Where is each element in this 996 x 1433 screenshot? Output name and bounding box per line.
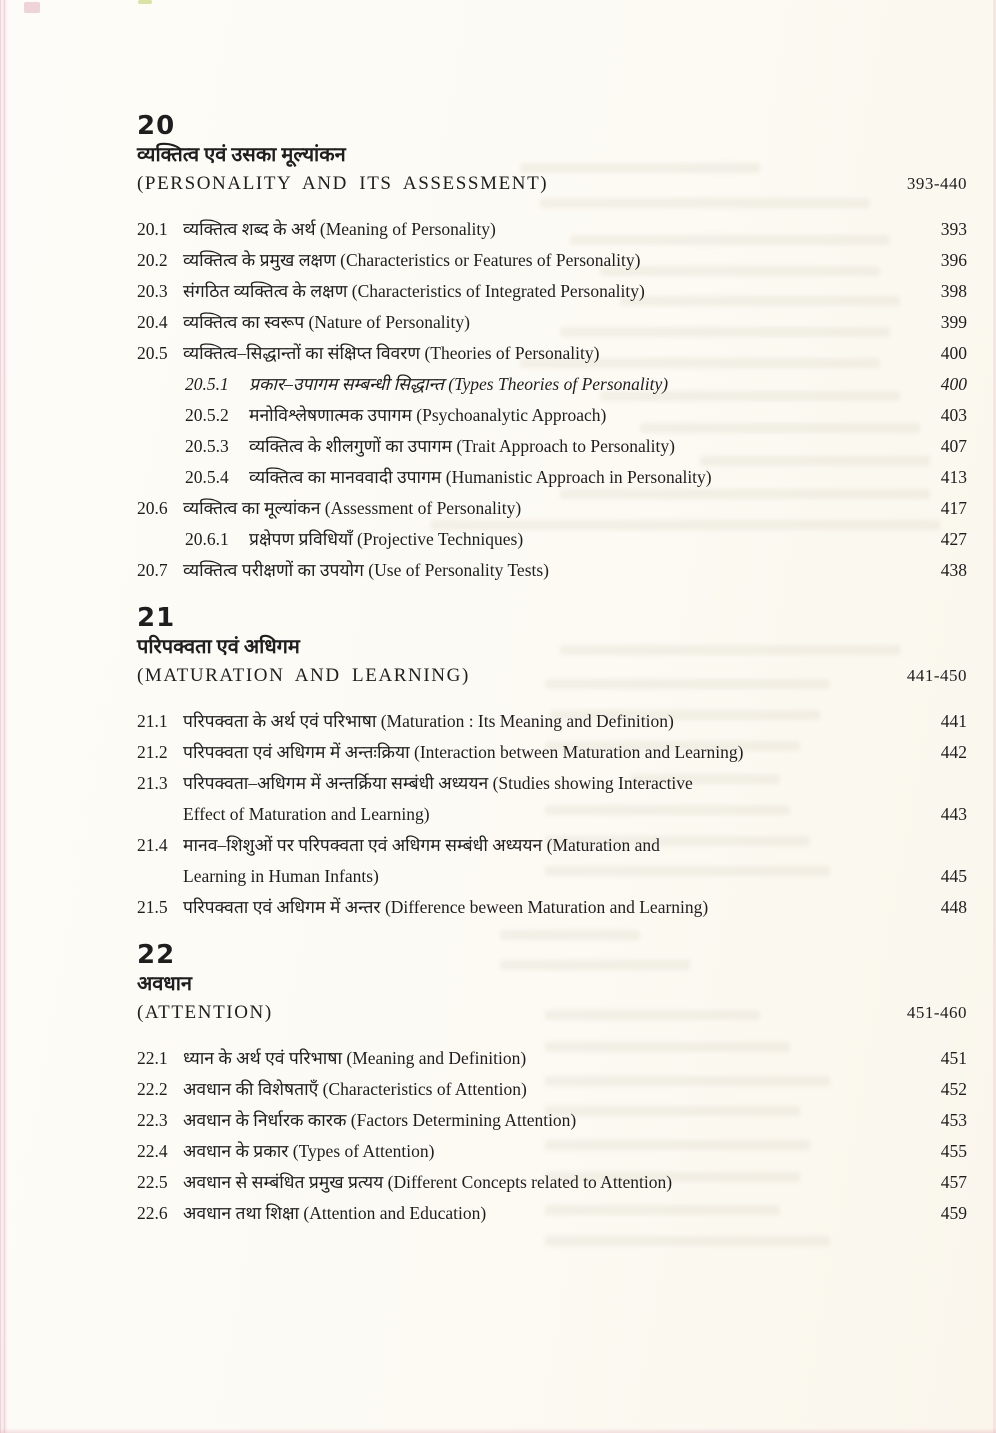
- chapter-items: [137, 214, 967, 586]
- toc-item-text: मनोविश्लेषणात्मक उपागम (Psychoanalytic Approach): [249, 405, 607, 425]
- chapter-21-section: [137, 604, 967, 923]
- chapter-title-hindi: व्यक्तित्व एवं उसका मूल्यांकन: [137, 144, 346, 166]
- toc-item: [137, 706, 967, 737]
- toc-item-text: व्यक्तित्व का मानववादी उपागम (Humanistic Approach in Personality): [249, 467, 712, 487]
- toc-item-page: 451: [940, 1048, 967, 1068]
- toc-subitem: [137, 400, 967, 431]
- toc-item-number: 20.2: [137, 250, 168, 270]
- toc-item-number: 20.5.3: [185, 436, 229, 456]
- chapter-title-row: [137, 999, 967, 1027]
- toc-item-number: 20.6: [137, 498, 168, 518]
- table-of-contents: [137, 112, 967, 1229]
- toc-item-page: 441: [940, 711, 967, 731]
- toc-item-page: 438: [940, 560, 967, 580]
- scan-artifact: [138, 0, 152, 4]
- toc-item-text: अवधान के प्रकार (Types of Attention): [183, 1141, 435, 1161]
- toc-item: [137, 493, 967, 524]
- toc-item: [137, 245, 967, 276]
- chapter-items: [137, 706, 967, 923]
- chapter-title-english: (MATURATION AND LEARNING): [137, 665, 470, 686]
- toc-item-text: व्यक्तित्व का स्वरूप (Nature of Personality): [183, 312, 470, 332]
- toc-item: [137, 830, 967, 892]
- toc-item-page: 417: [940, 498, 967, 518]
- chapter-title-hindi: अवधान: [137, 973, 192, 995]
- chapter-22-section: [137, 941, 967, 1229]
- chapter-title-hindi: परिपक्वता एवं अधिगम: [137, 636, 300, 658]
- scan-edge-left: [0, 0, 7, 1433]
- toc-item-text-line2: Effect of Maturation and Learning): [183, 804, 430, 824]
- scan-corner-artifact: [24, 2, 40, 13]
- chapter-page-range: 393-440: [906, 174, 967, 193]
- toc-item-text: व्यक्तित्व के शीलगुणों का उपागम (Trait Approach to Personality): [249, 436, 675, 456]
- toc-item-number: 20.5: [137, 343, 168, 363]
- toc-item: [137, 338, 967, 369]
- toc-item-page: 448: [940, 897, 967, 917]
- chapter-page-range: 451-460: [906, 1003, 967, 1022]
- toc-item-page: 453: [940, 1110, 967, 1130]
- toc-item-text: प्रकार–उपागम सम्बन्धी सिद्धान्त (Types Theories of Personality): [249, 374, 669, 394]
- chapter-title-english: (ATTENTION): [137, 1002, 273, 1023]
- toc-subitem: [137, 369, 967, 400]
- chapter-20-section: [137, 112, 967, 586]
- chapter-title-row: [137, 662, 967, 690]
- toc-item-number: 20.6.1: [185, 529, 229, 549]
- toc-item-text-line2: Learning in Human Infants): [183, 866, 379, 886]
- toc-item-page: 413: [940, 467, 967, 487]
- toc-item-page: 407: [940, 436, 967, 456]
- chapter-title-english: (PERSONALITY AND ITS ASSESSMENT): [137, 173, 549, 194]
- toc-item: [137, 555, 967, 586]
- chapter-number: 22: [137, 940, 176, 970]
- toc-subitem: [137, 431, 967, 462]
- toc-item-text: ध्यान के अर्थ एवं परिभाषा (Meaning and Definition): [183, 1048, 527, 1068]
- toc-item-page: 457: [940, 1172, 967, 1192]
- toc-item-page: 445: [940, 866, 967, 886]
- toc-item: [137, 1198, 967, 1229]
- toc-item-page: 455: [940, 1141, 967, 1161]
- toc-item-text: अवधान के निर्धारक कारक (Factors Determining Attention): [183, 1110, 577, 1130]
- toc-item-text: अवधान तथा शिक्षा (Attention and Education): [183, 1203, 487, 1223]
- toc-item-text: व्यक्तित्व शब्द के अर्थ (Meaning of Personality): [183, 219, 496, 239]
- toc-item: [137, 276, 967, 307]
- toc-item-text: व्यक्तित्व का मूल्यांकन (Assessment of Personality): [183, 498, 522, 518]
- toc-item-text: प्रक्षेपण प्रविधियाँ (Projective Techniques): [249, 529, 524, 549]
- toc-item: [137, 1136, 967, 1167]
- toc-subitem: [137, 524, 967, 555]
- toc-item: [137, 307, 967, 338]
- toc-item-page: 400: [940, 343, 967, 363]
- toc-item-text: व्यक्तित्व के प्रमुख लक्षण (Characteristics or Features of Personality): [183, 250, 641, 270]
- toc-item-text: अवधान की विशेषताएँ (Characteristics of Attention): [183, 1079, 527, 1099]
- toc-item: [137, 737, 967, 768]
- toc-item-number: 22.6: [137, 1203, 168, 1223]
- toc-item-text: व्यक्तित्व–सिद्धान्तों का संक्षिप्त विवरण (Theories of Personality): [183, 343, 600, 363]
- toc-subitem: [137, 462, 967, 493]
- toc-item-number: 20.5.1: [185, 374, 229, 394]
- toc-item: [137, 1074, 967, 1105]
- toc-item-text: अवधान से सम्बंधित प्रमुख प्रत्यय (Different Concepts related to Attention): [183, 1172, 673, 1192]
- toc-item: [137, 1043, 967, 1074]
- toc-item-text: मानव–शिशुओं पर परिपक्वता एवं अधिगम सम्बंधी अध्ययन (Maturation and: [183, 835, 660, 855]
- toc-item-number: 22.5: [137, 1172, 168, 1192]
- toc-item-number: 20.1: [137, 219, 168, 239]
- toc-item-number: 20.5.2: [185, 405, 229, 425]
- toc-item-page: 396: [940, 250, 967, 270]
- chapter-number: 20: [137, 111, 176, 141]
- toc-item: [137, 214, 967, 245]
- toc-item-number: 20.5.4: [185, 467, 229, 487]
- toc-item-number: 22.3: [137, 1110, 168, 1130]
- toc-item-page: 459: [940, 1203, 967, 1223]
- toc-item-number: 20.3: [137, 281, 168, 301]
- toc-item-page: 403: [940, 405, 967, 425]
- chapter-title-row: [137, 170, 967, 198]
- toc-item-number: 21.2: [137, 742, 168, 762]
- toc-item: [137, 1105, 967, 1136]
- toc-item-page: 400: [940, 374, 967, 394]
- toc-item-number: 21.3: [137, 773, 168, 793]
- toc-item-page: 398: [940, 281, 967, 301]
- toc-item-text: व्यक्तित्व परीक्षणों का उपयोग (Use of Personality Tests): [183, 560, 550, 580]
- toc-item-number: 22.4: [137, 1141, 168, 1161]
- toc-item-page: 427: [940, 529, 967, 549]
- toc-item-text: परिपक्वता एवं अधिगम में अन्तर (Difference beween Maturation and Learning): [183, 897, 709, 917]
- toc-item-number: 21.5: [137, 897, 168, 917]
- toc-item-number: 20.7: [137, 560, 168, 580]
- toc-item-text: संगठित व्यक्तित्व के लक्षण (Characteristics of Integrated Personality): [183, 281, 645, 301]
- toc-item-number: 21.4: [137, 835, 168, 855]
- toc-item-number: 21.1: [137, 711, 168, 731]
- scan-edge-bottom: [0, 1428, 996, 1433]
- toc-item: [137, 768, 967, 830]
- toc-item-text: परिपक्वता–अधिगम में अन्तर्क्रिया सम्बंधी अध्ययन (Studies showing Interactive: [183, 773, 693, 793]
- toc-item-page: 393: [940, 219, 967, 239]
- chapter-items: [137, 1043, 967, 1229]
- chapter-number: 21: [137, 603, 176, 633]
- toc-item-page: 452: [940, 1079, 967, 1099]
- toc-item-page: 442: [940, 742, 967, 762]
- toc-item-number: 20.4: [137, 312, 168, 332]
- toc-item: [137, 1167, 967, 1198]
- toc-item-text: परिपक्वता के अर्थ एवं परिभाषा (Maturation : Its Meaning and Definition): [183, 711, 674, 731]
- toc-item: [137, 892, 967, 923]
- toc-item-number: 22.2: [137, 1079, 168, 1099]
- chapter-page-range: 441-450: [906, 666, 967, 685]
- toc-item-page: 399: [940, 312, 967, 332]
- toc-item-number: 22.1: [137, 1048, 168, 1068]
- toc-item-text: परिपक्वता एवं अधिगम में अन्तःक्रिया (Interaction between Maturation and Learning): [183, 742, 744, 762]
- toc-item-page: 443: [940, 804, 967, 824]
